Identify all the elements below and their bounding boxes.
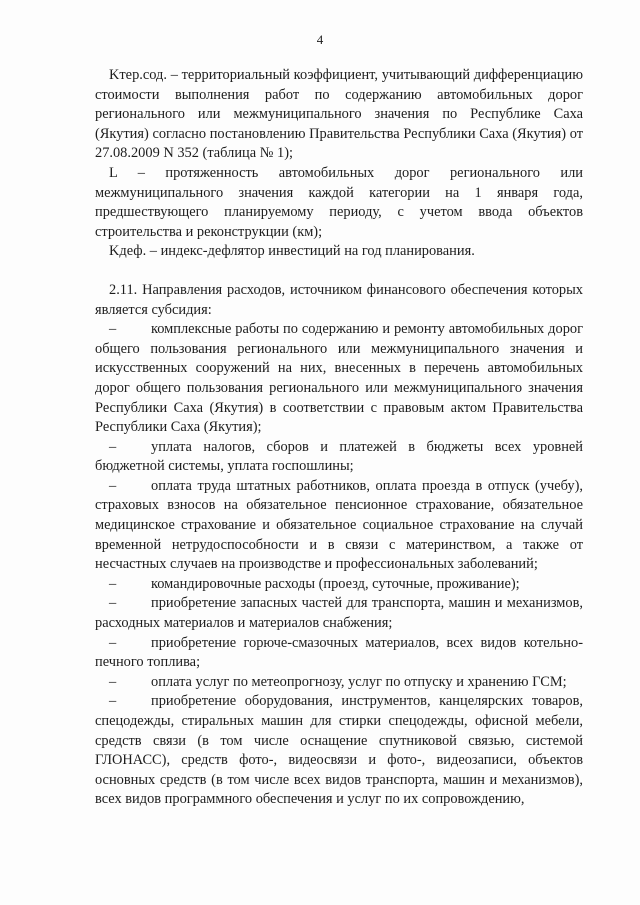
list-item bbox=[95, 438, 583, 477]
list-item-text: уплата налогов, сборов и платежей в бюджеты всех уровней бюджетной системы, уплата госпошлины; bbox=[95, 438, 583, 475]
list-dash: – bbox=[109, 321, 117, 338]
list-dash: – bbox=[109, 477, 117, 494]
list-dash: – bbox=[109, 693, 117, 710]
list-item-text: оплата услуг по метеопрогнозу, услуг по отпуску и хранению ГСМ; bbox=[151, 673, 567, 690]
list-item-text: комплексные работы по содержанию и ремонту автомобильных дорог общего пользования регионального или межмуниципального значения и искусственных сооружений на них, внесенных в перечень автомобильных дорог общего пользования регионального или межмуниципального значения Республики Саха (Якутия) в соответствии с правовым актом Правительства Республики Саха (Якутия); bbox=[95, 321, 583, 436]
list-item bbox=[95, 692, 583, 810]
list-item-text: приобретение горюче-смазочных материалов, всех видов котельно-печного топлива; bbox=[95, 634, 583, 671]
definition-kdef: Kдеф. – индекс-дефлятор инвестиций на год планирования. bbox=[109, 243, 475, 260]
definition-l: L – протяженность автомобильных дорог регионального или межмуниципального значения каждой категории на 1 января года, предшествующего планируемому периоду, с учетом ввода объектов строительства и реконструкции (км); bbox=[95, 164, 583, 240]
list-item bbox=[95, 575, 583, 595]
paragraph-gap bbox=[95, 262, 583, 281]
section-intro: 2.11. Направления расходов, источником финансового обеспечения которых является субсидия: bbox=[95, 281, 583, 318]
list-dash: – bbox=[109, 673, 117, 690]
list-item-text: оплата труда штатных работников, оплата проезда в отпуск (учебу), страховых взносов на обязательное пенсионное страхование, обязательное медицинское страхование и обязательное социальное страхование на случай временной нетрудоспособности и в связи с материнством, а также от несчастных случаев на производстве и профессиональных заболеваний; bbox=[95, 477, 583, 573]
definition-ktersod: Kтер.сод. – территориальный коэффициент, учитывающий дифференциацию стоимости выполнения работ по содержанию автомобильных дорог регионального или межмуниципального значения по Республике Саха (Якутия) согласно постановлению Правительства Республики Саха (Якутия) от 27.08.2009 N 352 (таблица № 1); bbox=[95, 67, 583, 162]
list-dash: – bbox=[109, 634, 117, 651]
list-item bbox=[95, 634, 583, 673]
list-item bbox=[95, 477, 583, 575]
list-item-text: приобретение оборудования, инструментов, канцелярских товаров, спецодежды, стиральных машин для стирки спецодежды, офисной мебели, средств связи (в том числе оснащение спутниковой связью, системой ГЛОНАСС), средств фото-, видеосвязи и фото-, видеозаписи, объектов основных средств (в том числе всех видов транспорта, машин и механизмов), всех видов программного обеспечения и услуг по их сопровождению, bbox=[95, 693, 583, 808]
list-item bbox=[95, 673, 583, 693]
list-dash: – bbox=[109, 575, 117, 592]
list-dash: – bbox=[109, 438, 117, 455]
page-number: 4 bbox=[316, 32, 324, 47]
list-item bbox=[95, 594, 583, 633]
list-dash: – bbox=[109, 595, 117, 612]
list-item-text: командировочные расходы (проезд, суточные, проживание); bbox=[151, 575, 520, 592]
list-item-text: приобретение запасных частей для транспорта, машин и механизмов, расходных материалов и материалов снабжения; bbox=[95, 595, 583, 632]
list-item bbox=[95, 320, 583, 438]
document-body bbox=[95, 66, 583, 810]
